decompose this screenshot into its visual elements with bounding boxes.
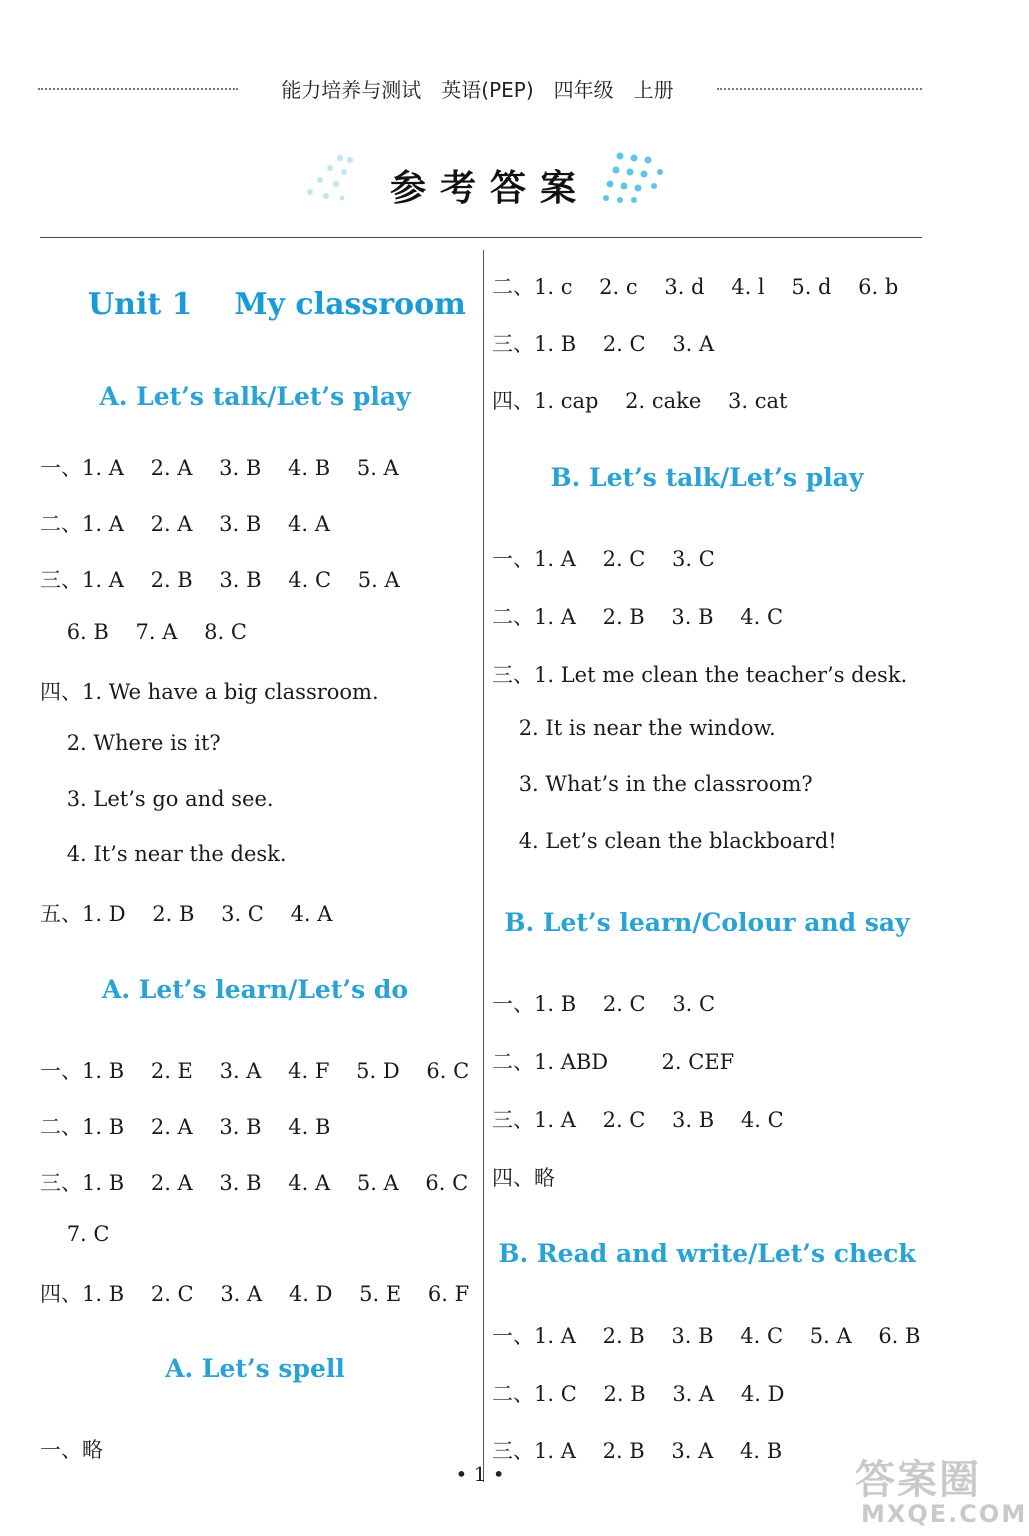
decorative-dots-left	[300, 150, 360, 210]
answer-line: 二、1. C 2. B 3. A 4. D	[492, 1382, 785, 1406]
page-title: 参考答案	[389, 168, 590, 209]
answer-line: 一、1. A 2. C 3. C	[492, 547, 715, 571]
answer-line: 三、1. B 2. A 3. B 4. A 5. A 6. C	[40, 1171, 469, 1195]
watermark-logo	[855, 1448, 1028, 1530]
section-heading: A. Let’s spell	[165, 1354, 345, 1383]
unit-title: Unit 1 My classroom	[88, 287, 466, 322]
answer-line: 3. What’s in the classroom?	[492, 772, 813, 796]
section-heading: A. Let’s talk/Let’s play	[99, 382, 411, 411]
column-divider	[483, 250, 484, 1482]
page-number: • 1 •	[455, 1462, 505, 1486]
watermark-text-cn: 答案圈	[855, 1457, 981, 1503]
watermark-text-en: MXQE.COM	[861, 1500, 1028, 1528]
answer-line: 2. It is near the window.	[492, 716, 776, 740]
answer-line: 三、1. A 2. B 3. A 4. B	[492, 1439, 783, 1463]
answer-line: 三、1. Let me clean the teacher’s desk.	[492, 663, 908, 687]
answer-line: 四、1. B 2. C 3. A 4. D 5. E 6. F	[40, 1282, 470, 1306]
answer-line: 四、略	[492, 1166, 555, 1190]
answer-line: 7. C	[40, 1222, 110, 1246]
answer-line: 一、略	[40, 1438, 103, 1462]
section-heading: B. Let’s talk/Let’s play	[550, 463, 864, 492]
header-dotted-rule-right	[717, 88, 922, 90]
header-dotted-rule-left	[38, 88, 238, 90]
title-banner	[300, 150, 700, 220]
title-rule	[40, 237, 922, 238]
running-header	[38, 74, 922, 104]
answer-line: 3. Let’s go and see.	[40, 787, 274, 811]
answer-line: 一、1. B 2. C 3. C	[492, 992, 716, 1016]
answer-line: 2. Where is it?	[40, 731, 221, 755]
answer-line: 五、1. D 2. B 3. C 4. A	[40, 902, 333, 926]
answer-line: 三、1. A 2. C 3. B 4. C	[492, 1108, 784, 1132]
answer-line: 二、1. A 2. B 3. B 4. C	[492, 605, 784, 629]
answer-line: 三、1. B 2. C 3. A	[492, 332, 715, 356]
decorative-dots-right	[600, 150, 680, 210]
answer-line: 二、1. B 2. A 3. B 4. B	[40, 1115, 331, 1139]
section-heading: B. Read and write/Let’s check	[498, 1239, 916, 1268]
answer-line: 二、1. ABD 2. CEF	[492, 1050, 735, 1074]
answer-line: 一、1. A 2. B 3. B 4. C 5. A 6. B	[492, 1324, 921, 1348]
answer-line: 4. It’s near the desk.	[40, 842, 287, 866]
header-text: 能力培养与测试 英语(PEP) 四年级 上册	[281, 78, 674, 102]
answer-line: 一、1. B 2. E 3. A 4. F 5. D 6. C	[40, 1059, 470, 1083]
section-heading: B. Let’s learn/Colour and say	[504, 908, 910, 937]
answer-line: 三、1. A 2. B 3. B 4. C 5. A	[40, 568, 400, 592]
answer-line: 二、1. c 2. c 3. d 4. l 5. d 6. b	[492, 275, 899, 299]
answer-line: 4. Let’s clean the blackboard!	[492, 829, 837, 853]
answer-line: 四、1. We have a big classroom.	[40, 680, 379, 704]
section-heading: A. Let’s learn/Let’s do	[101, 975, 409, 1004]
answer-line: 一、1. A 2. A 3. B 4. B 5. A	[40, 456, 399, 480]
answer-line: 二、1. A 2. A 3. B 4. A	[40, 512, 330, 536]
answer-line: 6. B 7. A 8. C	[40, 620, 247, 644]
answer-line: 四、1. cap 2. cake 3. cat	[492, 389, 788, 413]
